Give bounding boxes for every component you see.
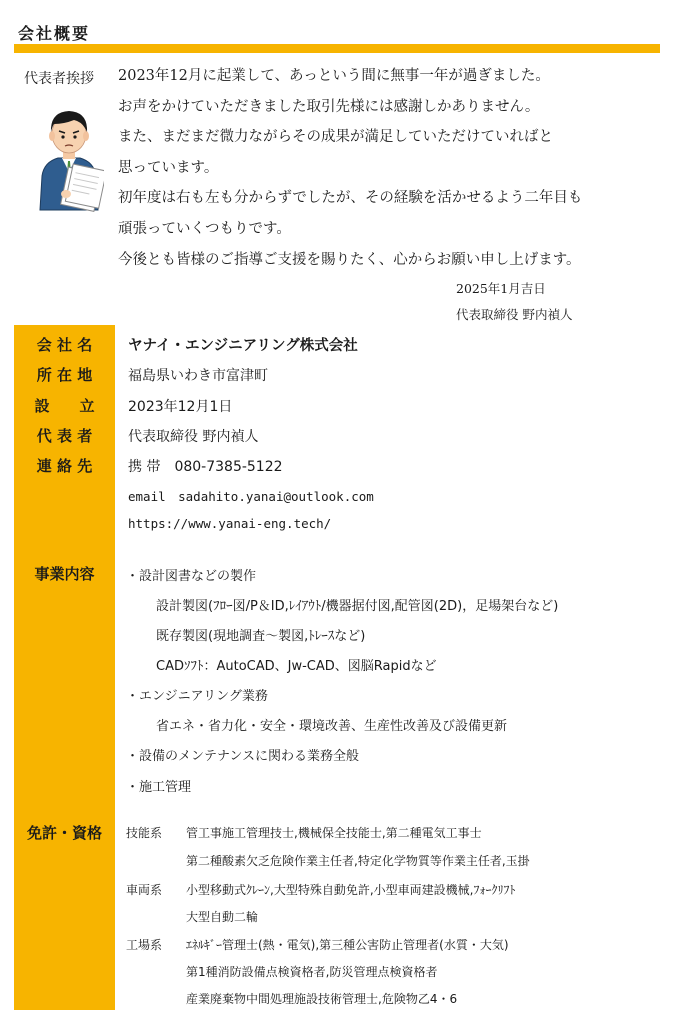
business-item: ・施工管理 xyxy=(126,780,192,795)
greeting-line: 今後とも皆様のご指導ご支援を賜りたく、心からお願い申し上げます。 xyxy=(118,251,581,268)
contact-label: 連 絡 先 xyxy=(36,457,93,475)
license-category-vehicle: 車両系 xyxy=(126,883,163,897)
greeting-date: 2025年1月吉日 xyxy=(456,281,546,296)
address-label: 所 在 地 xyxy=(36,366,93,384)
email-value: email sadahito.yanai@outlook.com xyxy=(128,489,374,504)
website-link[interactable]: https://www.yanai-eng.tech/ xyxy=(128,516,332,531)
license-line: 大型自動二輪 xyxy=(186,910,259,924)
business-item: 既存製図(現地調査～製図,ﾄﾚｰｽなど) xyxy=(156,629,366,644)
business-item: ・設備のメンテナンスに関わる業務全般 xyxy=(126,749,359,764)
business-item: ・設計図書などの製作 xyxy=(126,569,257,584)
business-item: ・エンジニアリング業務 xyxy=(126,689,268,704)
license-line: 第二種酸素欠乏危険作業主任者,特定化学物質等作業主任者,玉掛 xyxy=(186,854,530,868)
business-label: 事業内容 xyxy=(34,565,95,583)
greeting-text xyxy=(118,66,658,280)
phone-value: 携 帯 080-7385-5122 xyxy=(128,459,283,475)
founded-value: 2023年12月1日 xyxy=(128,399,233,415)
greeting-line: 頑張っていくつもりです。 xyxy=(118,220,291,237)
licenses-label: 免許・資格 xyxy=(26,824,102,842)
license-line: 小型移動式ｸﾚｰﾝ,大型特殊自動免許,小型車両建設機械,ﾌｫｰｸﾘﾌﾄ xyxy=(186,883,516,897)
license-line: 産業廃棄物中間処理施設技術管理士,危険物乙4・6 xyxy=(186,992,458,1006)
business-item: 省エネ・省力化・安全・環境改善、生産性改善及び設備更新 xyxy=(156,719,508,734)
greeting-line: 2023年12月に起業して、あっという間に無事一年が過ぎました。 xyxy=(118,68,550,84)
title-underline xyxy=(14,44,660,53)
license-line: 管工事施工管理技士,機械保全技能士,第二種電気工事士 xyxy=(186,826,482,840)
license-category-skill: 技能系 xyxy=(126,826,163,840)
representative-label: 代 表 者 xyxy=(36,427,93,445)
founded-label: 設 立 xyxy=(34,397,95,415)
greeting-line: また、まだまだ微力ながらその成果が満足していただけていればと xyxy=(118,129,553,146)
businessman-illustration xyxy=(34,98,104,212)
business-item: 設計製図(ﾌﾛｰ図/P＆ID,ﾚｲｱｳﾄ/機器据付図,配管図(2D)，足場架台など) xyxy=(156,599,559,614)
section-title: 会社概要 xyxy=(18,24,91,43)
greeting-line: 思っています。 xyxy=(118,159,219,176)
company-label: 会 社 名 xyxy=(36,336,93,354)
business-item: CADｿﾌﾄ：AutoCAD、Jw-CAD、図脳Rapidなど xyxy=(156,659,437,674)
address-value: 福島県いわき市富津町 xyxy=(128,368,268,384)
license-line: 第1種消防設備点検資格者,防災管理点検資格者 xyxy=(186,965,438,979)
greeting-label: 代表者挨拶 xyxy=(24,71,94,87)
license-category-factory: 工場系 xyxy=(126,938,163,952)
company-name: ヤナイ・エンジニアリング株式会社 xyxy=(128,338,358,354)
representative-value: 代表取締役 野内禎人 xyxy=(128,429,259,445)
greeting-signature: 代表取締役 野内禎人 xyxy=(456,307,573,322)
greeting-line: 初年度は右も左も分からずでしたが、その経験を活かせるよう二年目も xyxy=(118,190,583,207)
license-line: ｴﾈﾙｷﾞｰ管理士(熱・電気),第三種公害防止管理者(水質・大気) xyxy=(186,938,509,952)
greeting-line: お声をかけていただきました取引先様には感謝しかありません。 xyxy=(118,98,540,115)
